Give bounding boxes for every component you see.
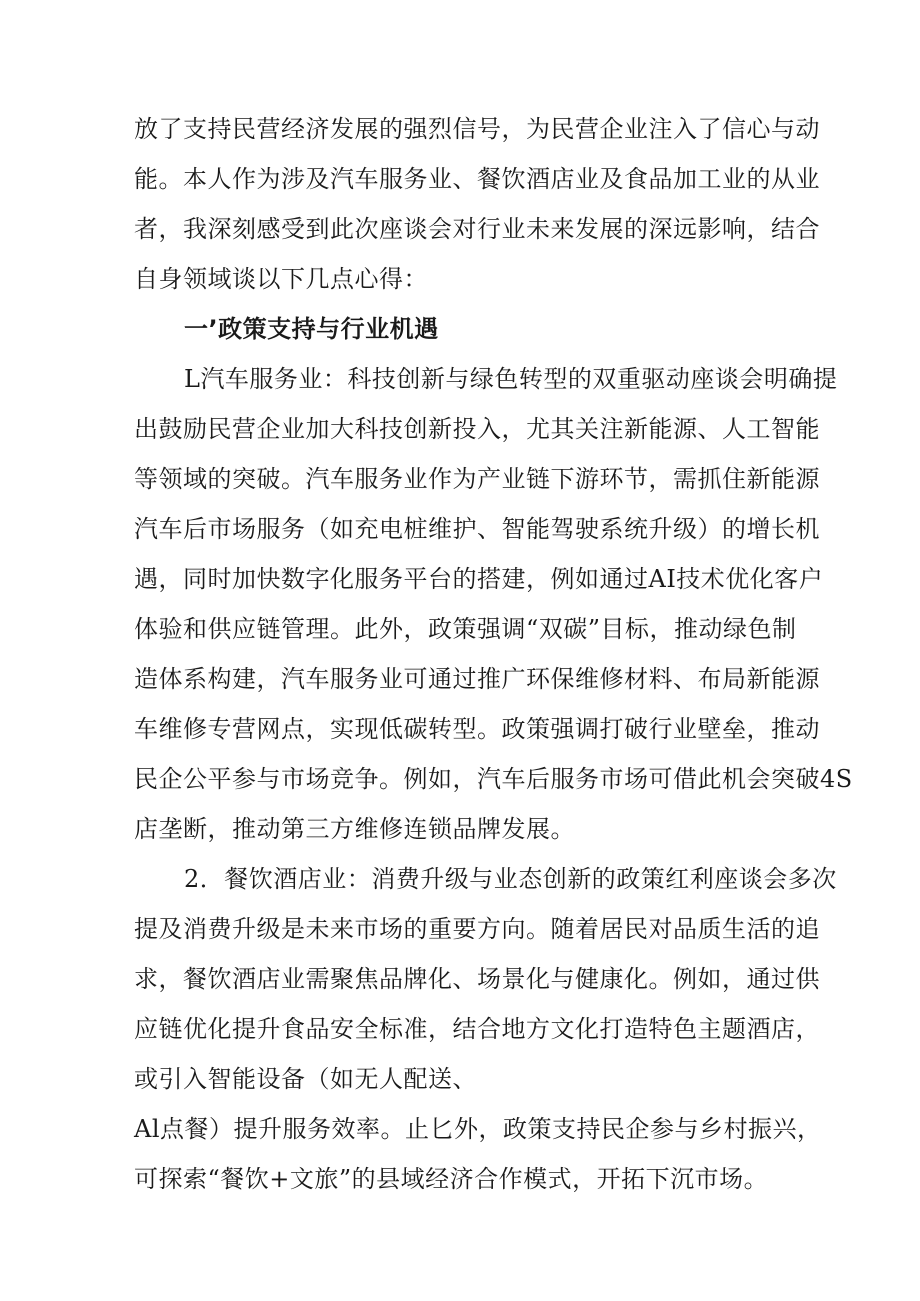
paragraph-line: 求，餐饮酒店业需聚焦品牌化、场景化与健康化。例如，通过供 [134, 965, 820, 993]
paragraph-line: 车维修专营网点，实现低碳转型。政策强调打破行业壁垒，推动 [134, 715, 820, 743]
paragraph-line: 可探索“餐饮+文旅”的县域经济合作模式，开拓下沉市场。 [134, 1165, 769, 1193]
paragraph-line: Al点餐）提升服务效率。止匕外，政策支持民企参与乡村振兴， [134, 1115, 822, 1143]
document-body [134, 104, 853, 1204]
paragraph-line: 提及消费升级是未来市场的重要方向。随着居民对品质生活的追 [134, 915, 820, 943]
paragraph-line: 体验和供应链管理。此外，政策强调“双碳”目标，推动绿色制 [134, 615, 797, 643]
paragraph-line: 2．餐饮酒店业：消费升级与业态创新的政策红利座谈会多次 [184, 865, 837, 893]
paragraph-line: 出鼓励民营企业加大科技创新投入，尤其关注新能源、人工智能 [134, 415, 820, 443]
paragraph-line: 汽车后市场服务（如充电桩维护、智能驾驶系统升级）的增长机 [134, 515, 820, 543]
section-heading: 一’政策支持与行业机遇 [184, 315, 439, 343]
paragraph-line: 等领域的突破。汽车服务业作为产业链下游环节，需抓住新能源 [134, 465, 820, 493]
paragraph-line: 或引入智能设备（如无人配送、 [134, 1065, 477, 1093]
paragraph-line: 自身领域谈以下几点心得： [134, 265, 428, 293]
paragraph-line: 民企公平参与市场竞争。例如，汽车后服务市场可借此机会突破4S [134, 765, 853, 793]
paragraph-line: 应链优化提升食品安全标准，结合地方文化打造特色主题酒店， [134, 1015, 820, 1043]
paragraph-line: 店垄断，推动第三方维修连锁品牌发展。 [134, 815, 575, 843]
paragraph-line: 遇，同时加快数字化服务平台的搭建，例如通过AI技术优化客户 [134, 565, 824, 593]
paragraph-line: L汽车服务业：科技创新与绿色转型的双重驱动座谈会明确提 [184, 365, 838, 393]
paragraph-line: 造体系构建，汽车服务业可通过推广环保维修材料、布局新能源 [134, 665, 820, 693]
paragraph-line: 者，我深刻感受到此次座谈会对行业未来发展的深远影响，结合 [134, 215, 820, 243]
paragraph-line: 能。本人作为涉及汽车服务业、餐饮酒店业及食品加工业的从业 [134, 165, 820, 193]
paragraph-line: 放了支持民营经济发展的强烈信号，为民营企业注入了信心与动 [134, 115, 820, 143]
